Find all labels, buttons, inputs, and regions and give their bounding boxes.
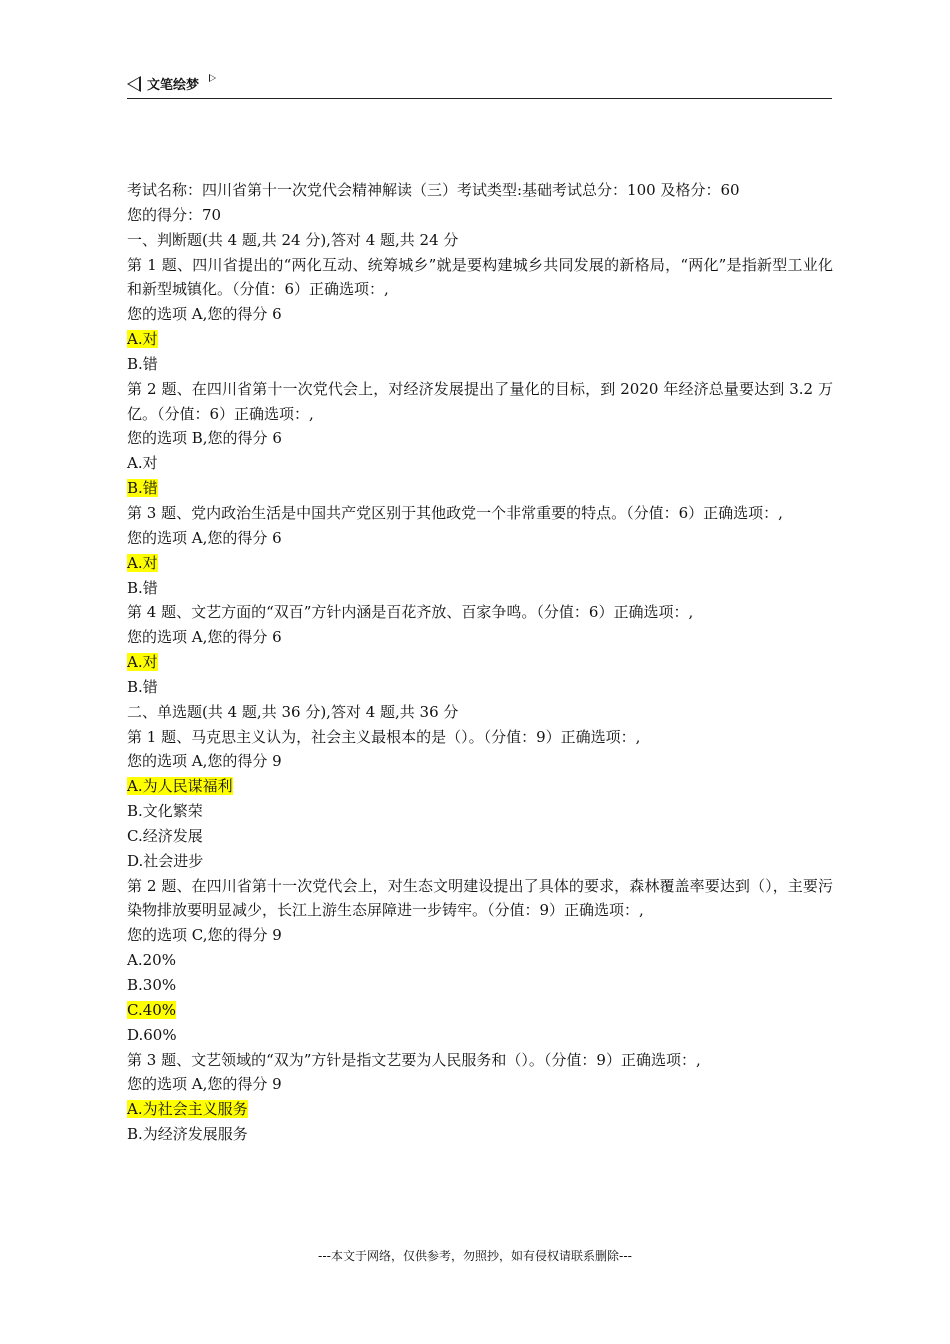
option-b: B.30%: [127, 976, 177, 994]
option-b: B.错: [127, 354, 158, 373]
selected-option: A.对: [127, 553, 158, 572]
section-heading: 一、判断题(共 4 题,共 24 分),答对 4 题,共 24 分: [127, 230, 459, 249]
your-answer: 您的选项 A,您的得分 6: [127, 528, 282, 547]
option-c: C.经济发展: [127, 826, 203, 845]
option-a: [127, 1097, 833, 1122]
selected-option: A.为社会主义服务: [127, 1100, 248, 1119]
question-text: 第 1 题、马克思主义认为，社会主义最根本的是（）。（分值：9）正确选项：,: [127, 727, 641, 746]
page-header: [127, 72, 832, 99]
question-text: 第 1 题、四川省提出的“两化互动、统筹城乡”就是要构建城乡共同发展的新格局，“两化”是指新型工业化和新型城镇化。（分值：6）正确选项：,: [127, 255, 833, 299]
option-b: B.为经济发展服务: [127, 1125, 248, 1144]
your-answer: 您的选项 C,您的得分 9: [127, 926, 282, 945]
your-answer: 您的选项 A,您的得分 6: [127, 628, 282, 647]
brand-name: 文笔绘梦: [147, 78, 200, 93]
question-text: 第 2 题、在四川省第十一次党代会上，对经济发展提出了量化的目标，到 2020 年经济总量要达到 3.2 万亿。（分值：6）正确选项：,: [127, 379, 833, 423]
selected-option: B.错: [127, 479, 158, 498]
section-heading: 二、单选题(共 4 题,共 36 分),答对 4 题,共 36 分: [127, 702, 459, 721]
selected-option: A.对: [127, 653, 158, 672]
selected-option: A.对: [127, 330, 158, 349]
option-c: [127, 998, 833, 1023]
selected-option: C.40%: [127, 1000, 177, 1019]
option-a: [127, 650, 833, 675]
question-text: 第 3 题、党内政治生活是中国共产党区别于其他政党一个非常重要的特点。（分值：6）正确选项：,: [127, 503, 783, 522]
selected-option: A.为人民谋福利: [127, 777, 233, 796]
option-a: [127, 774, 833, 799]
question-text: 第 3 题、文艺领域的“双为”方针是指文艺要为人民服务和（）。（分值：9）正确选项：,: [127, 1050, 701, 1069]
option-a: A.20%: [127, 951, 176, 970]
exam-content: [127, 178, 833, 1147]
option-b: [127, 476, 833, 501]
triangle-left-icon: [127, 76, 141, 92]
exam-score: 您的得分：70: [127, 205, 222, 224]
question-text: 第 4 题、文艺方面的“双百”方针内涵是百花齐放、百家争鸣。（分值：6）正确选项：,: [127, 603, 694, 622]
brand: [127, 74, 216, 93]
option-d: D.60%: [127, 1025, 177, 1044]
your-answer: 您的选项 A,您的得分 9: [127, 1075, 282, 1094]
triangle-right-icon: [209, 74, 216, 82]
option-a: [127, 551, 833, 576]
your-answer: 您的选项 A,您的得分 6: [127, 305, 282, 324]
question-text: 第 2 题、在四川省第十一次党代会上，对生态文明建设提出了具体的要求，森林覆盖率要达到（），主要污染物排放要明显减少，长江上游生态屏障进一步铸牢。（分值：9）正确选项：,: [127, 876, 833, 920]
option-b: B.错: [127, 578, 158, 597]
footer-disclaimer: ---本文于网络，仅供参考，勿照抄，如有侵权请联系删除---: [318, 1249, 632, 1263]
your-answer: 您的选项 B,您的得分 6: [127, 429, 282, 448]
option-d: D.社会进步: [127, 851, 204, 870]
option-a: A.对: [127, 454, 158, 473]
your-answer: 您的选项 A,您的得分 9: [127, 752, 282, 771]
option-b: B.错: [127, 677, 158, 696]
exam-title: 考试名称：四川省第十一次党代会精神解读（三）考试类型:基础考试总分：100 及格分：60: [127, 181, 740, 199]
option-b: B.文化繁荣: [127, 802, 203, 821]
option-a: [127, 327, 833, 352]
